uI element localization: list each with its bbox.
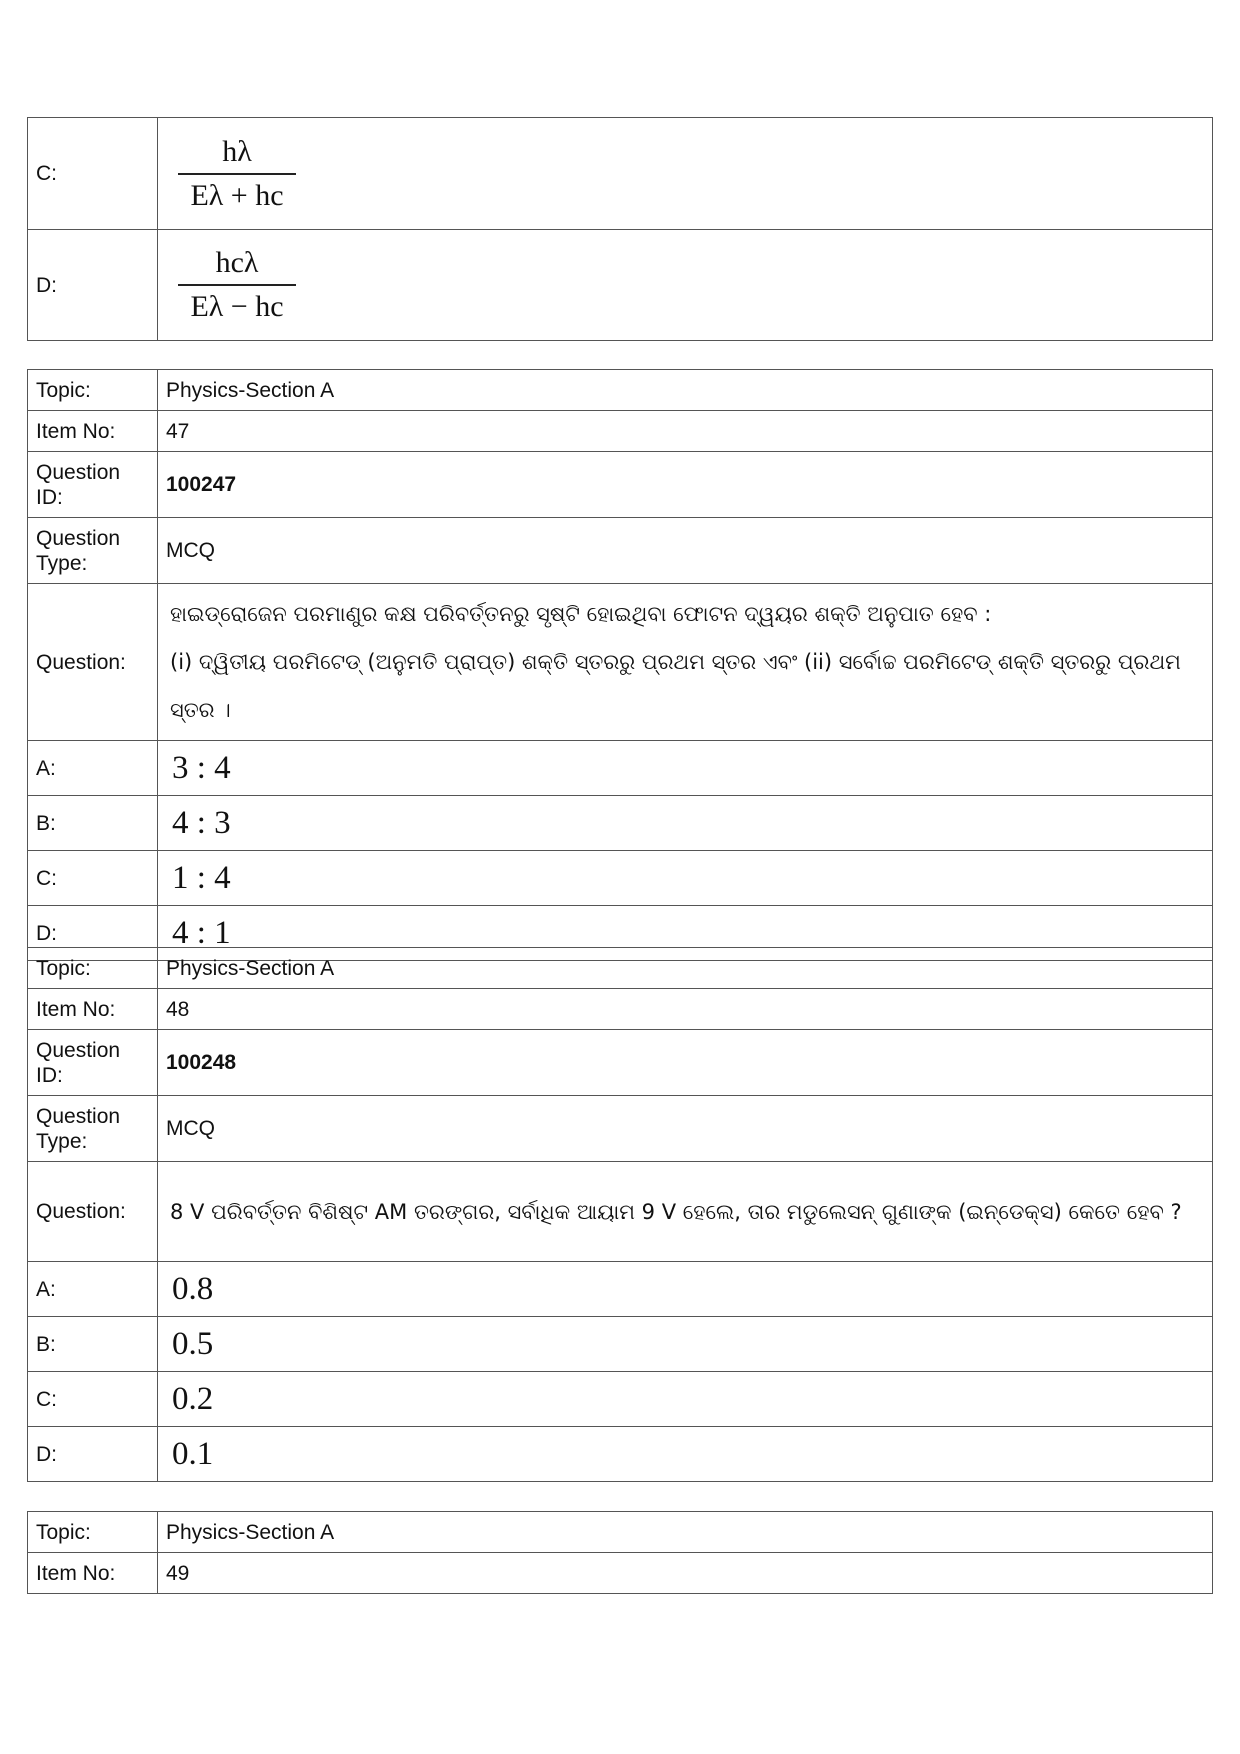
option-row-a — [28, 741, 1213, 796]
question-id-label: Question ID: — [28, 452, 158, 518]
question-id-value: 100248 — [158, 1030, 1213, 1096]
option-value: 4 : 3 — [158, 796, 1213, 851]
topic-value: Physics-Section A — [158, 370, 1213, 411]
prev-question-options-table — [27, 117, 1213, 341]
fraction — [178, 135, 296, 213]
question-id-row — [28, 452, 1213, 518]
option-label: C: — [28, 118, 158, 230]
topic-row — [28, 1512, 1213, 1553]
option-label: D: — [28, 230, 158, 341]
option-row-b — [28, 796, 1213, 851]
option-label: C: — [28, 1372, 158, 1427]
item-row — [28, 411, 1213, 452]
option-value: 0.2 — [158, 1372, 1213, 1427]
option-label: A: — [28, 741, 158, 796]
question-text-line-2: (i) ଦ୍ୱିତୀୟ ପରମିଟେଡ୍ (ଅନୁମତି ପ୍ରାପ୍ତ) ଶକ୍ତି ସ୍ତରରୁ ପ୍ରଥମ ସ୍ତର ଏବଂ (ii) ସର୍ବୋଚ୍ଚ ପରମିଟେଡ୍ ଶକ୍ତି ସ୍ତରରୁ ପ୍ରଥମ ସ୍ତର । — [170, 650, 1181, 722]
option-value — [158, 118, 1213, 230]
topic-value: Physics-Section A — [158, 948, 1213, 989]
option-label: B: — [28, 796, 158, 851]
option-value: 0.5 — [158, 1317, 1213, 1372]
question-type-value: MCQ — [158, 1096, 1213, 1162]
option-label: D: — [28, 906, 158, 961]
topic-label: Topic: — [28, 948, 158, 989]
topic-row — [28, 370, 1213, 411]
item-row — [28, 1553, 1213, 1594]
option-row-b — [28, 1317, 1213, 1372]
item-value: 49 — [158, 1553, 1213, 1594]
question-label: Question: — [28, 584, 158, 741]
question-48-table — [27, 947, 1213, 1482]
option-row-d — [28, 230, 1213, 341]
fraction — [178, 246, 296, 324]
option-value: 0.8 — [158, 1262, 1213, 1317]
question-type-row — [28, 1096, 1213, 1162]
item-value: 47 — [158, 411, 1213, 452]
fraction-numerator: hλ — [222, 134, 252, 168]
option-value: 4 : 1 — [158, 906, 1213, 961]
question-type-label: Question Type: — [28, 518, 158, 584]
item-label: Item No: — [28, 411, 158, 452]
question-label: Question: — [28, 1162, 158, 1262]
question-type-row — [28, 518, 1213, 584]
fraction-denominator: Eλ + hc — [190, 178, 284, 212]
question-id-value: 100247 — [158, 452, 1213, 518]
question-49-table — [27, 1511, 1213, 1594]
option-value: 0.1 — [158, 1427, 1213, 1482]
option-row-a — [28, 1262, 1213, 1317]
fraction-denominator: Eλ − hc — [190, 290, 284, 323]
option-value: 1 : 4 — [158, 851, 1213, 906]
question-id-label: Question ID: — [28, 1030, 158, 1096]
option-row-c — [28, 118, 1213, 230]
topic-row — [28, 948, 1213, 989]
option-label: B: — [28, 1317, 158, 1372]
topic-label: Topic: — [28, 1512, 158, 1553]
question-text-line-1: ହାଇଡ୍ରୋଜେନ ପରମାଣୁର କକ୍ଷ ପରିବର୍ତ୍ତନରୁ ସୃଷ୍ଟି ହୋଇଥିବା ଫୋଟନ ଦ୍ୱୟର ଶକ୍ତି ଅନୁପାତ ହେବ : — [170, 602, 992, 626]
topic-label: Topic: — [28, 370, 158, 411]
topic-value: Physics-Section A — [158, 1512, 1213, 1553]
question-row — [28, 584, 1213, 741]
option-row-c — [28, 1372, 1213, 1427]
item-label: Item No: — [28, 989, 158, 1030]
item-row — [28, 989, 1213, 1030]
question-type-label: Question Type: — [28, 1096, 158, 1162]
question-text: 8 V ପରିବର୍ତ୍ତନ ବିଶିଷ୍ଟ AM ତରଙ୍ଗର, ସର୍ବାଧିକ ଆୟାମ 9 V ହେଲେ, ତାର ମଡୁଲେସନ୍ ଗୁଣାଙ୍କ (ଇନ୍‌ଡେକ୍ସ) କେତେ ହେବ ? — [158, 1162, 1213, 1262]
option-label: C: — [28, 851, 158, 906]
question-id-row — [28, 1030, 1213, 1096]
question-type-value: MCQ — [158, 518, 1213, 584]
option-value — [158, 230, 1213, 341]
question-47-table — [27, 369, 1213, 961]
option-row-c — [28, 851, 1213, 906]
fraction-numerator: hcλ — [215, 246, 259, 279]
option-label: D: — [28, 1427, 158, 1482]
option-label: A: — [28, 1262, 158, 1317]
item-label: Item No: — [28, 1553, 158, 1594]
item-value: 48 — [158, 989, 1213, 1030]
question-text — [158, 584, 1213, 741]
question-row — [28, 1162, 1213, 1262]
option-row-d — [28, 1427, 1213, 1482]
option-value: 3 : 4 — [158, 741, 1213, 796]
